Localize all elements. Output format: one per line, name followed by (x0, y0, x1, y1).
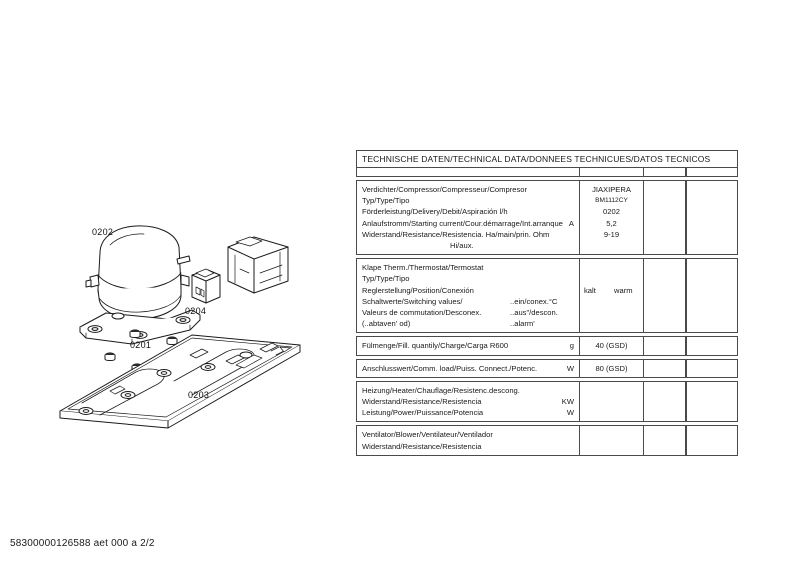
row-unit: W (566, 408, 574, 418)
cell-value: 5,2 (606, 218, 617, 228)
table-block-refrigerant-charge (356, 336, 738, 355)
table-title: TECHNISCHE DATEN/TECHNICAL DATA/DONNEES TECHNICUES/DATOS TECNICOS (356, 150, 738, 168)
table-header-strip (356, 168, 738, 177)
row-unit: g (569, 341, 574, 351)
compressor-labels (357, 181, 579, 254)
table-row: Schaltwerte/Switching values/ ..ein/conex.°C (362, 296, 558, 306)
table-row: Anschlusswert/Comm. load/Puiss. Connect./Potenc. W (362, 363, 574, 373)
load-values (579, 360, 643, 377)
table-row: Verdichter/Compressor/Compresseur/Compresor (362, 185, 528, 194)
table-row: Leistung/Power/Puissance/Potencia W (362, 408, 574, 418)
load-right-cell (685, 360, 737, 377)
cell-value: JIAXIPERA (592, 185, 631, 194)
heater-values (579, 382, 643, 422)
compressor-right-cell (685, 181, 737, 254)
header-strip-label-cell (357, 168, 579, 176)
table-block-compressor (356, 180, 738, 255)
table-block-heater (356, 381, 738, 423)
table-row: Fülmenge/Fill. quantily/Charge/Carga R600 g (362, 341, 574, 351)
heater-right-cell (685, 382, 737, 422)
load-labels (357, 360, 579, 377)
blower-mid-cell (643, 426, 685, 454)
callout-0201: 0201 (130, 340, 152, 350)
thermostat-range-header (584, 285, 641, 296)
starter-relay-drawing (192, 269, 220, 303)
table-row: Hi/aux. (450, 241, 474, 251)
callout-0202: 0202 (92, 227, 114, 237)
table-block-thermostat (356, 258, 738, 333)
cell-value: 40 (GSD) (595, 341, 628, 351)
charge-mid-cell (643, 337, 685, 354)
label-warm: warm (614, 285, 633, 295)
row-unit: A (568, 218, 574, 228)
blower-values (579, 426, 643, 454)
cell-value: 80 (GSD) (595, 363, 628, 373)
compressor-mid-cell (643, 181, 685, 254)
callout-0204: 0204 (185, 306, 207, 316)
table-row: Widerstand/Resistance/Resistencia KW (362, 397, 574, 407)
row-note: ..ein/conex.°C (510, 296, 558, 306)
thermostat-labels (357, 259, 579, 332)
header-strip-value-cell (579, 168, 643, 176)
table-block-blower (356, 425, 738, 455)
callout-0203: 0203 (188, 390, 210, 400)
technical-data-table (356, 150, 738, 456)
charge-labels (357, 337, 579, 354)
table-row: Heizung/Heater/Chauflage/Resistenc.descong. (362, 385, 520, 395)
table-row: Reglerstellung/Position/Conexión (362, 285, 474, 295)
table-block-connected-load (356, 359, 738, 378)
blower-labels (357, 426, 579, 454)
table-row: Widerstand/Resistance/Resistencia. Ha/main/prin. Ohm (362, 229, 550, 239)
row-note: ..aus"/descon. (510, 308, 558, 318)
base-plate-drawing (60, 335, 300, 428)
thermostat-values (579, 259, 643, 332)
value-spacer (584, 262, 641, 273)
cell-value: BM1112CY (595, 197, 628, 205)
cell-value: 9-19 (603, 229, 620, 239)
header-strip-right-cell (685, 168, 737, 176)
cell-value: 0202 (603, 207, 620, 217)
charge-right-cell (685, 337, 737, 354)
row-note: ..alarm' (510, 319, 535, 329)
table-row: Typ/Type/Tipo (362, 274, 410, 284)
compressor-drawing (80, 226, 200, 344)
blower-right-cell (685, 426, 737, 454)
table-row: Valeurs de commutation/Desconex. ..aus"/descon. (362, 308, 558, 318)
charge-values (579, 337, 643, 354)
table-row: Widerstand/Resistance/Resistencia (362, 441, 482, 451)
table-row: (..abtaven' od) ..alarm' (362, 319, 535, 329)
table-row: Klape Therm./Thermostat/Termostat (362, 263, 484, 273)
value-spacer (584, 273, 641, 284)
table-row: Ventilator/Blower/Ventilateur/Ventilador (362, 430, 493, 440)
heater-labels (357, 382, 579, 422)
table-row: Anlaufstromm/Starting current/Cour.démarrage/Int.arranque A (362, 218, 574, 228)
table-row: Typ/Type/Tipo (362, 196, 410, 206)
load-mid-cell (643, 360, 685, 377)
table-row: Förderleistung/Delivery/Debit/Aspiración l/h (362, 207, 508, 217)
row-unit: KW (561, 397, 574, 407)
header-strip-mid-cell (643, 168, 685, 176)
exploded-parts-diagram (40, 215, 340, 435)
row-unit: W (566, 363, 574, 373)
document-footer-code: 58300000126588 aet 000 a 2/2 (10, 538, 155, 549)
label-kalt: kalt (584, 285, 596, 295)
relay-cover-drawing (228, 237, 288, 293)
heater-mid-cell (643, 382, 685, 422)
thermostat-mid-cell (643, 259, 685, 332)
thermostat-right-cell (685, 259, 737, 332)
compressor-values (579, 181, 643, 254)
